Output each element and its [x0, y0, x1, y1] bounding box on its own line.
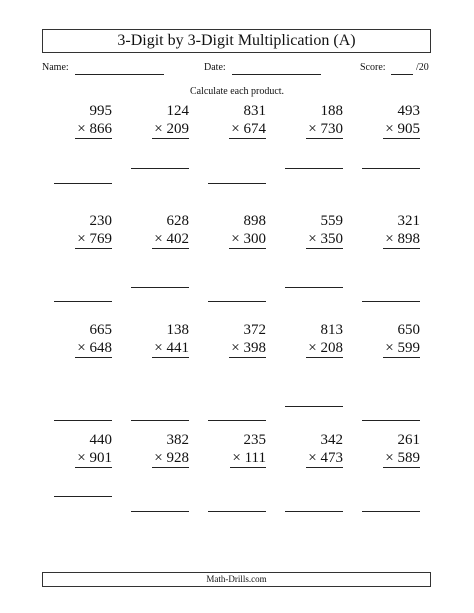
multiplicand: 665 [89, 322, 112, 338]
multiplicand: 898 [243, 213, 266, 229]
times-sign: × [77, 450, 86, 466]
multiplier: 769 [89, 231, 112, 247]
answer-line[interactable] [131, 168, 189, 169]
multiplier: 398 [243, 340, 266, 356]
answer-line[interactable] [285, 287, 343, 288]
times-sign: × [231, 340, 240, 356]
answer-line[interactable] [54, 420, 112, 421]
multiplicand: 382 [166, 432, 189, 448]
multiplier-row [306, 231, 343, 249]
times-sign: × [154, 231, 163, 247]
multiplier: 350 [320, 231, 343, 247]
multiplicand: 628 [166, 213, 189, 229]
answer-line[interactable] [131, 420, 189, 421]
multiplier: 648 [89, 340, 112, 356]
multiplier-row [383, 450, 420, 468]
answer-line[interactable] [208, 511, 266, 512]
multiplier: 866 [89, 121, 112, 137]
multiplicand: 321 [397, 213, 420, 229]
multiplier: 901 [89, 450, 112, 466]
multiplier-row [383, 231, 420, 249]
multiplicand: 138 [166, 322, 189, 338]
multiplier-row [152, 450, 189, 468]
answer-line[interactable] [362, 511, 420, 512]
multiplier-row [75, 450, 112, 468]
score-label: Score: [360, 62, 386, 73]
multiplicand: 440 [89, 432, 112, 448]
answer-line[interactable] [362, 301, 420, 302]
times-sign: × [308, 340, 317, 356]
instructions: Calculate each product. [189, 86, 285, 97]
multiplicand: 559 [320, 213, 343, 229]
multiplier-row [75, 121, 112, 139]
answer-line[interactable] [54, 496, 112, 497]
multiplicand: 235 [243, 432, 266, 448]
answer-line[interactable] [131, 511, 189, 512]
score-field-line[interactable] [391, 74, 413, 75]
multiplier: 898 [397, 231, 420, 247]
answer-line[interactable] [131, 287, 189, 288]
answer-line[interactable] [362, 168, 420, 169]
times-sign: × [308, 450, 317, 466]
times-sign: × [385, 450, 394, 466]
multiplier: 300 [243, 231, 266, 247]
times-sign: × [385, 231, 394, 247]
times-sign: × [77, 340, 86, 356]
answer-line[interactable] [208, 183, 266, 184]
times-sign: × [385, 340, 394, 356]
multiplier-row [75, 231, 112, 249]
times-sign: × [231, 231, 240, 247]
multiplier-row [229, 340, 266, 358]
worksheet-title: 3-Digit by 3-Digit Multiplication (A) [42, 29, 431, 53]
times-sign: × [154, 450, 163, 466]
answer-line[interactable] [54, 301, 112, 302]
times-sign: × [77, 121, 86, 137]
multiplier: 905 [397, 121, 420, 137]
multiplicand: 813 [320, 322, 343, 338]
multiplier-row [306, 450, 343, 468]
multiplier: 674 [243, 121, 266, 137]
footer-site: Math-Drills.com [42, 572, 431, 587]
name-field-line[interactable] [75, 74, 164, 75]
name-label: Name: [42, 62, 69, 73]
multiplier-row [75, 340, 112, 358]
multiplicand: 342 [320, 432, 343, 448]
multiplicand: 372 [243, 322, 266, 338]
multiplicand: 650 [397, 322, 420, 338]
multiplicand: 261 [397, 432, 420, 448]
answer-line[interactable] [285, 168, 343, 169]
multiplier-row [306, 121, 343, 139]
answer-line[interactable] [362, 420, 420, 421]
multiplier: 589 [397, 450, 420, 466]
answer-line[interactable] [285, 511, 343, 512]
answer-line[interactable] [208, 301, 266, 302]
times-sign: × [77, 231, 86, 247]
multiplier: 928 [166, 450, 189, 466]
times-sign: × [231, 121, 240, 137]
multiplier: 599 [397, 340, 420, 356]
multiplicand: 493 [397, 103, 420, 119]
multiplier-row [383, 121, 420, 139]
multiplicand: 831 [243, 103, 266, 119]
multiplicand: 230 [89, 213, 112, 229]
multiplier: 441 [166, 340, 189, 356]
multiplier: 402 [166, 231, 189, 247]
times-sign: × [232, 450, 241, 466]
multiplier: 209 [166, 121, 189, 137]
multiplier-row [229, 231, 266, 249]
multiplier: 473 [320, 450, 343, 466]
times-sign: × [308, 231, 317, 247]
multiplier: 730 [320, 121, 343, 137]
multiplier-row [383, 340, 420, 358]
multiplier: 208 [320, 340, 343, 356]
score-total: /20 [416, 62, 429, 73]
times-sign: × [154, 121, 163, 137]
date-field-line[interactable] [232, 74, 321, 75]
multiplier-row [306, 340, 343, 358]
multiplier-row [152, 340, 189, 358]
times-sign: × [308, 121, 317, 137]
times-sign: × [385, 121, 394, 137]
multiplier-row [230, 450, 266, 468]
multiplier-row [152, 121, 189, 139]
multiplier: 111 [244, 450, 266, 466]
answer-line[interactable] [285, 406, 343, 407]
multiplier-row [152, 231, 189, 249]
multiplicand: 124 [166, 103, 189, 119]
multiplicand: 188 [320, 103, 343, 119]
multiplicand: 995 [89, 103, 112, 119]
date-label: Date: [204, 62, 226, 73]
answer-line[interactable] [54, 183, 112, 184]
answer-line[interactable] [208, 420, 266, 421]
multiplier-row [229, 121, 266, 139]
times-sign: × [154, 340, 163, 356]
